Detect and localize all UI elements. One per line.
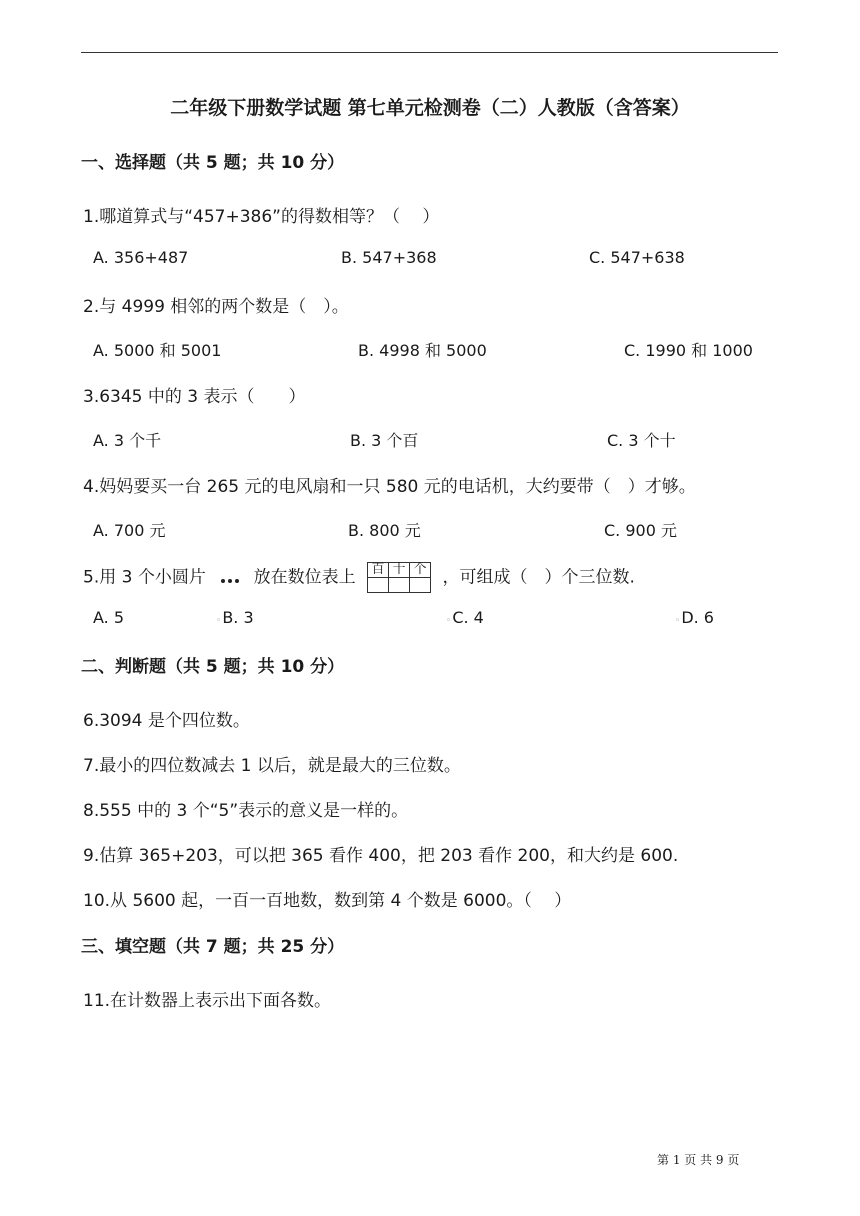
place-value-header-ones: 个 (410, 563, 431, 578)
tick-mark-icon: ◦ (446, 616, 452, 626)
header-rule (81, 52, 778, 53)
question-3: 3.6345 中的 3 表示（ ） (83, 387, 306, 407)
question-8: 8.555 中的 3 个“5”表示的意义是一样的。 (83, 801, 409, 821)
q5-option-b: B. 3 (222, 608, 254, 627)
q2-option-c: C. 1990 和 1000 (624, 341, 753, 360)
q5-text-c: ，可组成（ ）个三位数. (442, 567, 635, 588)
q3-option-a: A. 3 个千 (93, 431, 162, 450)
question-9: 9.估算 365+203，可以把 365 看作 400，把 203 看作 200，和大约是 600. (83, 846, 679, 866)
three-dots-icon (221, 568, 242, 588)
q1-option-a: A. 356+487 (93, 248, 189, 267)
q5-option-d-wrap (675, 608, 714, 627)
question-4: 4.妈妈要买一台 265 元的电风扇和一只 580 元的电话机，大约要带（ ）才够。 (83, 477, 696, 497)
question-10: 10.从 5600 起，一百一百地数，数到第 4 个数是 6000。（ ） (83, 891, 572, 911)
question-6: 6.3094 是个四位数。 (83, 711, 250, 731)
place-value-header-tens: 十 (389, 563, 410, 578)
question-11: 11.在计数器上表示出下面各数。 (83, 991, 332, 1011)
q5-option-c-wrap (446, 608, 484, 627)
q5-option-c: C. 4 (452, 608, 484, 627)
question-2: 2.与 4999 相邻的两个数是（ ）。 (83, 297, 349, 317)
q1-option-b: B. 547+368 (341, 248, 437, 267)
q4-option-a: A. 700 元 (93, 521, 166, 540)
page-title: 二年级下册数学试题 第七单元检测卷（二）人教版（含答案） (170, 97, 690, 119)
q5-text-b: 放在数位表上 (253, 567, 356, 588)
section-heading-fill: 三、填空题（共 7 题；共 25 分） (81, 937, 345, 957)
q2-option-a: A. 5000 和 5001 (93, 341, 222, 360)
question-7: 7.最小的四位数减去 1 以后，就是最大的三位数。 (83, 756, 461, 776)
q3-option-b: B. 3 个百 (350, 431, 419, 450)
q2-option-b: B. 4998 和 5000 (358, 341, 487, 360)
question-5 (83, 562, 635, 593)
question-1: 1.哪道算式与“457+386”的得数相等？（ ） (83, 207, 440, 227)
q5-text-a: 5.用 3 个小圆片 (83, 567, 206, 588)
place-value-header-hundreds: 百 (368, 563, 389, 578)
q5-option-a: A. 5 (93, 608, 125, 627)
q1-option-c: C. 547+638 (589, 248, 685, 267)
section-heading-judge: 二、判断题（共 5 题；共 10 分） (81, 657, 345, 677)
tick-mark-icon: ◦ (675, 616, 681, 626)
section-heading-choice: 一、选择题（共 5 题；共 10 分） (81, 153, 345, 173)
q4-option-c: C. 900 元 (604, 521, 677, 540)
q3-option-c: C. 3 个十 (607, 431, 676, 450)
q4-option-b: B. 800 元 (348, 521, 421, 540)
page-footer: 第 1 页 共 9 页 (657, 1153, 740, 1167)
tick-mark-icon: ◦ (216, 616, 222, 626)
q5-option-b-wrap (216, 608, 254, 627)
q5-option-d: D. 6 (681, 608, 714, 627)
place-value-table (367, 562, 431, 593)
